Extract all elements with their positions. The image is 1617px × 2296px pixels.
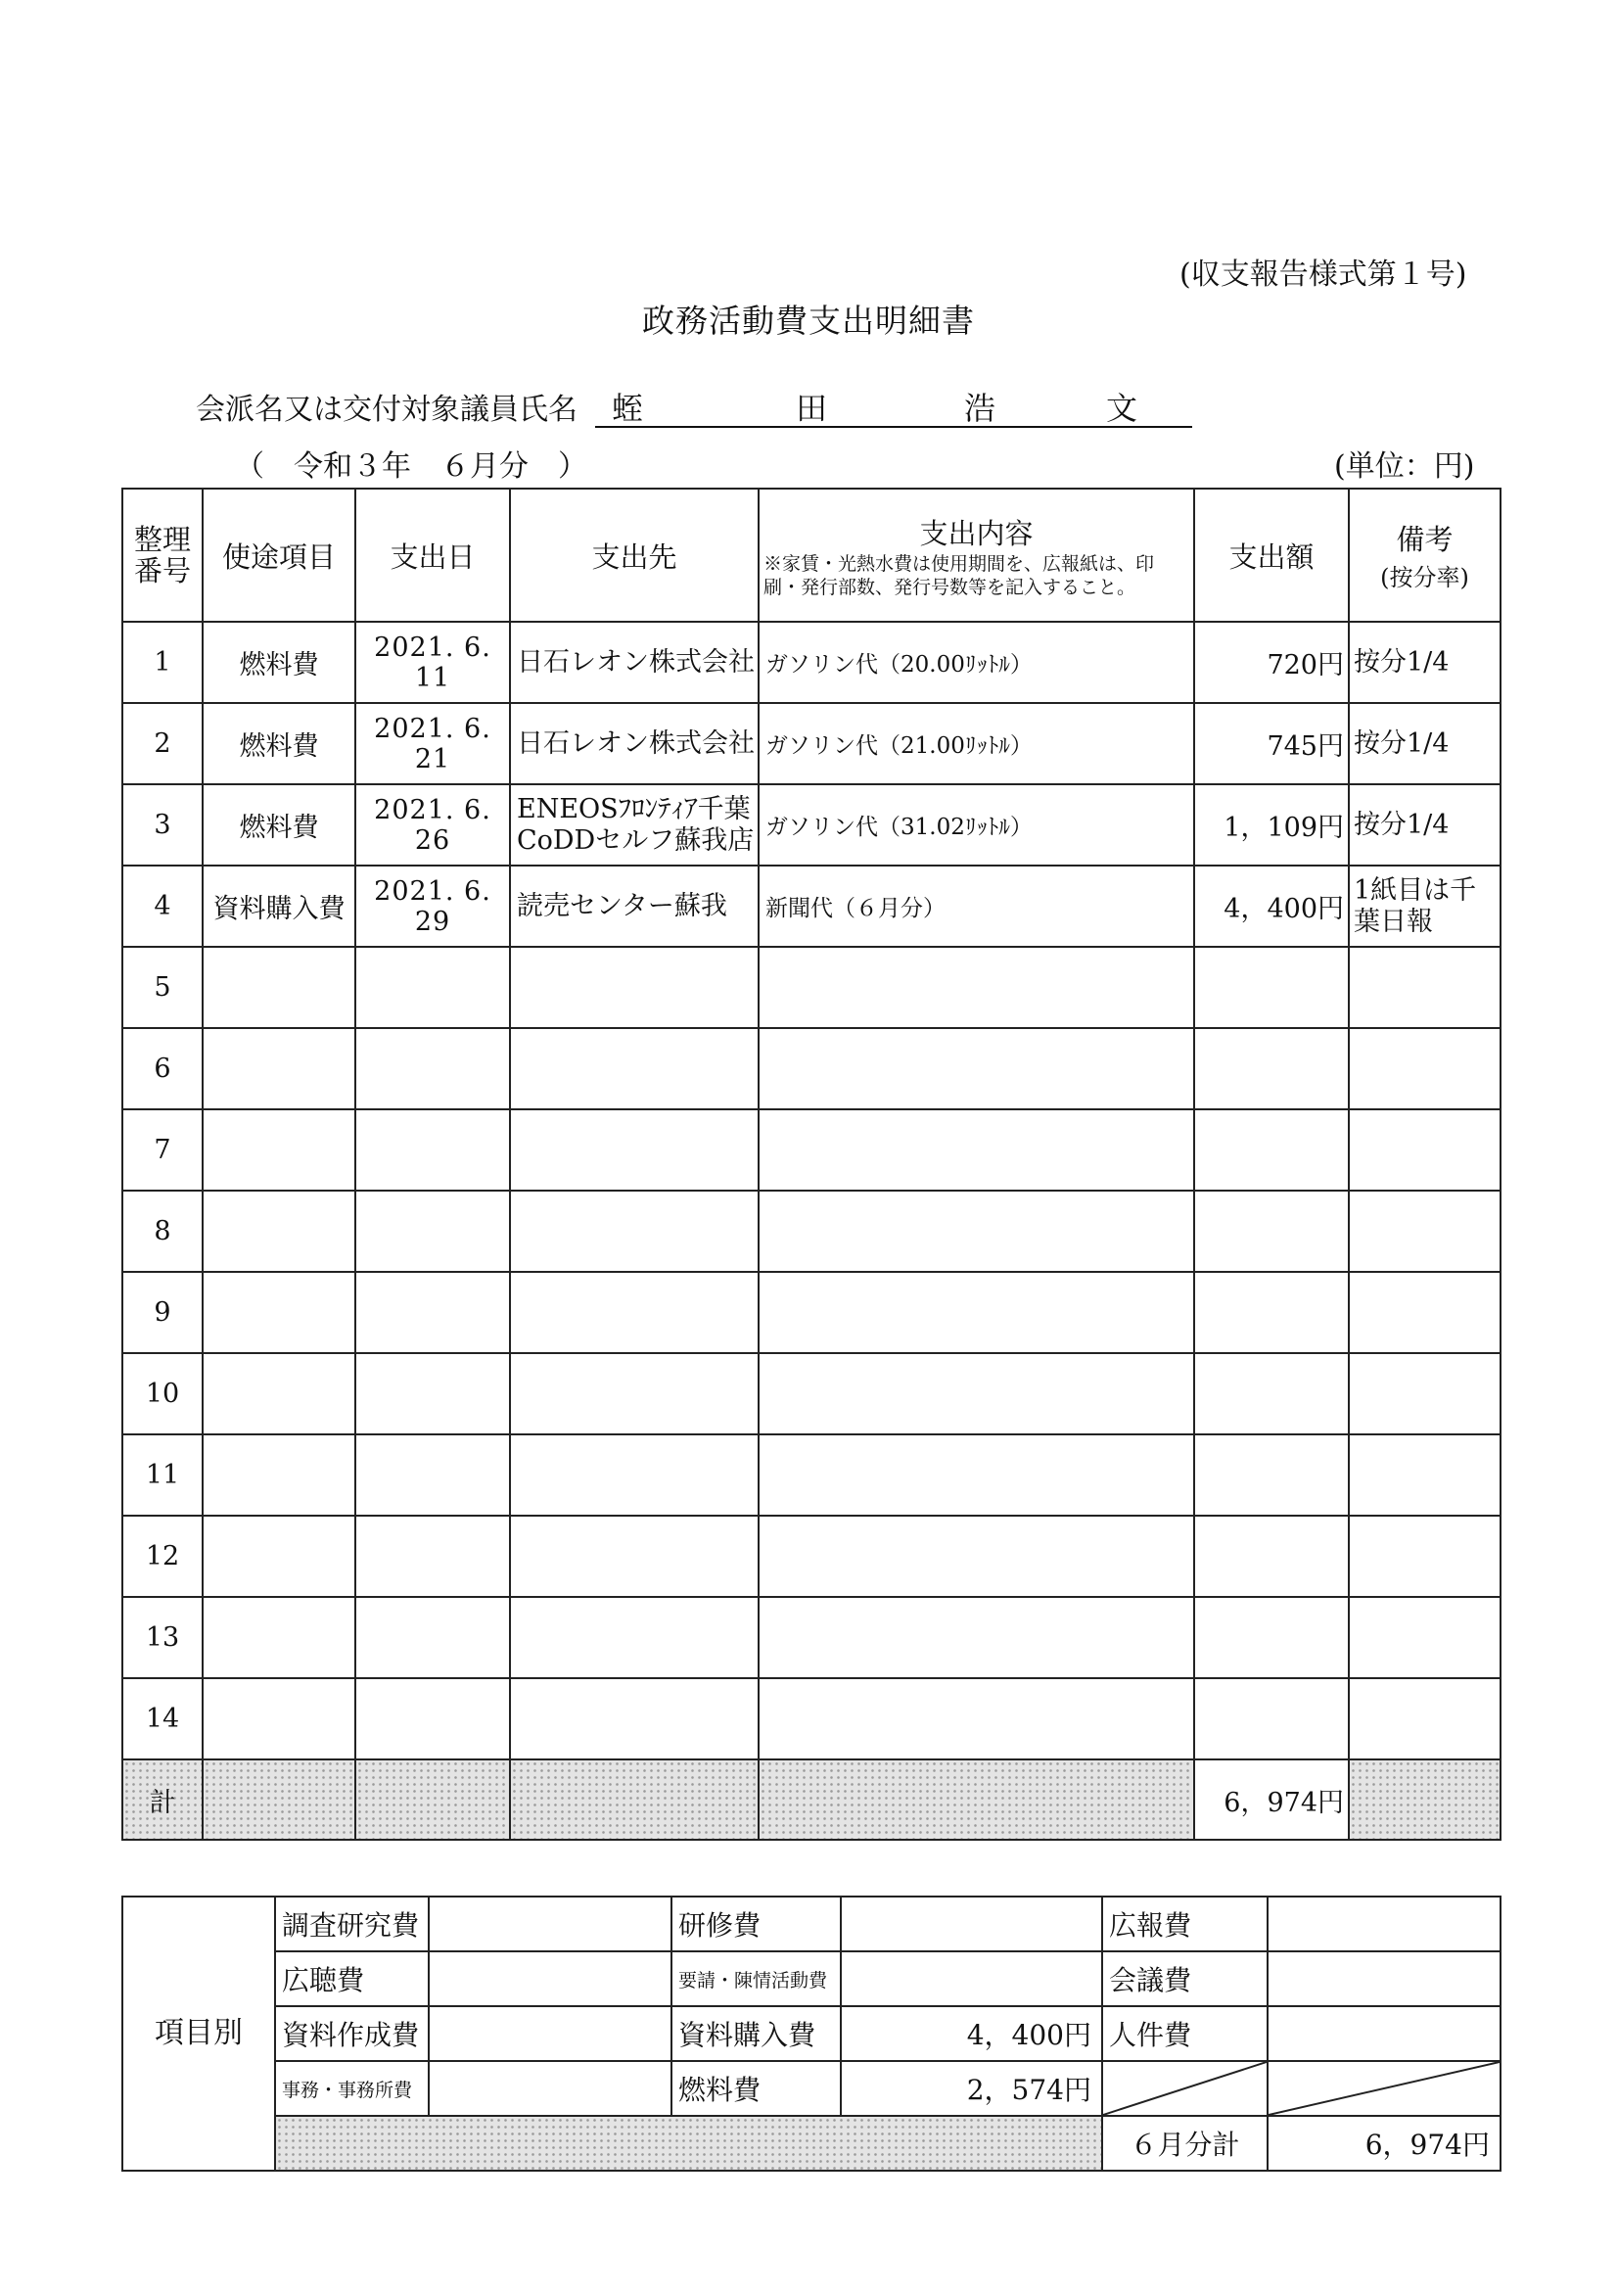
summary-item-label: 燃料費: [671, 2061, 841, 2116]
row-number: 12: [122, 1516, 203, 1597]
remark: 按分1/4: [1349, 784, 1501, 866]
header-content: [759, 489, 1194, 622]
summary-item-value: [841, 1897, 1102, 1951]
summary-item-value: [1268, 1897, 1501, 1951]
summary-item-label: 要請・陳情活動費: [671, 1951, 841, 2006]
summary-item-value: [429, 2061, 671, 2116]
table-row: [122, 622, 1501, 703]
expense-amount: [1194, 1191, 1349, 1272]
row-number: 4: [122, 866, 203, 947]
month-total-value: 6，974円: [1268, 2116, 1501, 2171]
summary-item-label: 広報費: [1102, 1897, 1268, 1951]
payee: 読売センター蘇我: [510, 866, 759, 947]
expense-content: [759, 1353, 1194, 1434]
summary-item-value: [429, 1897, 671, 1951]
summary-item-label: 研修費: [671, 1897, 841, 1951]
header-payee: 支出先: [510, 489, 759, 622]
table-row: [122, 1353, 1501, 1434]
period: （ 令和３年 ６月分 ）: [235, 449, 587, 484]
row-number: 9: [122, 1272, 203, 1353]
header-content-title: 支出内容: [919, 516, 1034, 550]
table-row: [122, 703, 1501, 784]
header-use: 使途項目: [203, 489, 355, 622]
expense-content: [759, 1272, 1194, 1353]
use-item: [203, 1109, 355, 1191]
summary-row: [122, 1897, 1501, 1951]
expense-content: ガソリン代（31.02ﾘｯﾄﾙ）: [759, 784, 1194, 866]
row-number: 6: [122, 1028, 203, 1109]
header-remark-title: 備考: [1396, 523, 1454, 556]
expense-content: [759, 1597, 1194, 1678]
expense-amount: [1194, 1272, 1349, 1353]
remark: [1349, 1516, 1501, 1597]
header-date: 支出日: [355, 489, 510, 622]
row-number: 14: [122, 1678, 203, 1759]
use-item: [203, 1434, 355, 1516]
summary-item-label: 事務・事務所費: [275, 2061, 429, 2116]
remark: [1349, 1353, 1501, 1434]
shaded-cell: [1349, 1759, 1501, 1840]
expense-amount: [1194, 1597, 1349, 1678]
summary-item-label: 資料作成費: [275, 2006, 429, 2061]
payee: [510, 1516, 759, 1597]
expense-amount: 745円: [1194, 703, 1349, 784]
expense-content: [759, 1516, 1194, 1597]
page-title: 政務活動費支出明細書: [642, 302, 975, 340]
member-name-underline: [595, 426, 1192, 428]
remark: 1紙目は千葉日報: [1349, 866, 1501, 947]
payee: [510, 1272, 759, 1353]
use-item: 燃料費: [203, 784, 355, 866]
row-number: 8: [122, 1191, 203, 1272]
row-number: 10: [122, 1353, 203, 1434]
summary-item-value: [429, 2006, 671, 2061]
form-number: (収支報告様式第１号): [1179, 258, 1467, 292]
member-name-char: 蛭: [612, 390, 644, 427]
payee: [510, 1678, 759, 1759]
header-amount: 支出額: [1194, 489, 1349, 622]
expense-date: 2021. 6. 21: [355, 703, 510, 784]
summary-row: [122, 2061, 1501, 2116]
row-number: 11: [122, 1434, 203, 1516]
row-number: 1: [122, 622, 203, 703]
payee: [510, 1353, 759, 1434]
crossed-cell: [1268, 2061, 1501, 2116]
table-row: [122, 947, 1501, 1028]
expense-content: [759, 1191, 1194, 1272]
use-item: [203, 1191, 355, 1272]
summary-item-value: [1268, 1951, 1501, 2006]
member-name-char: 田: [796, 390, 828, 427]
expense-date: 2021. 6. 11: [355, 622, 510, 703]
table-row: [122, 1109, 1501, 1191]
header-remark: [1349, 489, 1501, 622]
use-item: 燃料費: [203, 703, 355, 784]
month-total-label: ６月分計: [1102, 2116, 1268, 2171]
use-item: 資料購入費: [203, 866, 355, 947]
summary-item-value: 2，574円: [841, 2061, 1102, 2116]
expense-date: [355, 947, 510, 1028]
use-item: [203, 1516, 355, 1597]
remark: [1349, 1191, 1501, 1272]
row-number: 5: [122, 947, 203, 1028]
payee: 日石レオン株式会社: [510, 622, 759, 703]
payee: [510, 947, 759, 1028]
expense-amount: [1194, 1516, 1349, 1597]
expense-content: [759, 947, 1194, 1028]
expense-date: [355, 1191, 510, 1272]
expense-content: [759, 1028, 1194, 1109]
month-total-row: [122, 2116, 1501, 2171]
diagonal-line: [1103, 2062, 1267, 2115]
expense-content: ガソリン代（20.00ﾘｯﾄﾙ）: [759, 622, 1194, 703]
remark: [1349, 1028, 1501, 1109]
use-item: [203, 947, 355, 1028]
expense-amount: [1194, 947, 1349, 1028]
payee: ENEOSﾌﾛﾝﾃｨｱ千葉CoDDセルフ蘇我店: [510, 784, 759, 866]
header-remark-sub: (按分率): [1380, 564, 1469, 591]
expense-amount: [1194, 1028, 1349, 1109]
payee: [510, 1028, 759, 1109]
expense-date: [355, 1028, 510, 1109]
table-row: [122, 784, 1501, 866]
expense-date: [355, 1516, 510, 1597]
payee: [510, 1109, 759, 1191]
summary-item-value: [841, 1951, 1102, 2006]
unit-label: (単位：円): [1334, 449, 1475, 484]
header-number: 整理番号: [122, 489, 203, 622]
shaded-cell: [275, 2116, 1102, 2171]
payee: 日石レオン株式会社: [510, 703, 759, 784]
remark: [1349, 1109, 1501, 1191]
use-item: [203, 1353, 355, 1434]
use-item: [203, 1272, 355, 1353]
payee: [510, 1434, 759, 1516]
expense-amount: [1194, 1678, 1349, 1759]
payee: [510, 1597, 759, 1678]
shaded-cell: [759, 1759, 1194, 1840]
summary-item-label: 広聴費: [275, 1951, 429, 2006]
expense-amount: [1194, 1434, 1349, 1516]
expense-date: 2021. 6. 26: [355, 784, 510, 866]
remark: [1349, 1597, 1501, 1678]
table-row: [122, 1516, 1501, 1597]
remark: [1349, 1434, 1501, 1516]
expense-date: 2021. 6. 29: [355, 866, 510, 947]
expense-amount: [1194, 1353, 1349, 1434]
expense-date: [355, 1353, 510, 1434]
member-name-char: 浩: [964, 390, 996, 427]
header-row: [122, 489, 1501, 622]
shaded-cell: [203, 1759, 355, 1840]
summary-row: [122, 1951, 1501, 2006]
crossed-cell: [1102, 2061, 1268, 2116]
remark: [1349, 1678, 1501, 1759]
use-item: [203, 1028, 355, 1109]
header-content-note: ※家賃・光熱水費は使用期間を、広報紙は、印刷・発行部数、発行号数等を記入すること。: [763, 552, 1155, 598]
expense-content: [759, 1434, 1194, 1516]
row-number: 7: [122, 1109, 203, 1191]
expense-amount: 4，400円: [1194, 866, 1349, 947]
table-row: [122, 1028, 1501, 1109]
expense-date: [355, 1109, 510, 1191]
table-row: [122, 1272, 1501, 1353]
expense-date: [355, 1272, 510, 1353]
row-number: 3: [122, 784, 203, 866]
category-label: 項目別: [122, 1897, 275, 2171]
diagonal-line: [1269, 2062, 1500, 2115]
expense-amount: 1，109円: [1194, 784, 1349, 866]
shaded-cell: [355, 1759, 510, 1840]
expense-date: [355, 1597, 510, 1678]
member-name-char: 文: [1106, 390, 1138, 427]
expense-amount: [1194, 1109, 1349, 1191]
summary-row: [122, 2006, 1501, 2061]
summary-item-label: 調査研究費: [275, 1897, 429, 1951]
expense-date: [355, 1434, 510, 1516]
summary-item-label: 資料購入費: [671, 2006, 841, 2061]
summary-item-value: [429, 1951, 671, 2006]
use-item: [203, 1597, 355, 1678]
remark: [1349, 1272, 1501, 1353]
expense-date: [355, 1678, 510, 1759]
row-number: 2: [122, 703, 203, 784]
total-amount: 6，974円: [1194, 1759, 1349, 1840]
table-row: [122, 1191, 1501, 1272]
remark: 按分1/4: [1349, 703, 1501, 784]
summary-item-label: 会議費: [1102, 1951, 1268, 2006]
member-label: 会派名又は交付対象議員氏名: [196, 393, 578, 427]
expense-content: [759, 1109, 1194, 1191]
use-item: 燃料費: [203, 622, 355, 703]
summary-item-value: [1268, 2006, 1501, 2061]
table-row: [122, 1434, 1501, 1516]
table-row: [122, 1678, 1501, 1759]
expense-content: [759, 1678, 1194, 1759]
summary-table: [121, 1896, 1502, 2172]
total-row: [122, 1759, 1501, 1840]
expense-amount: 720円: [1194, 622, 1349, 703]
summary-item-value: 4，400円: [841, 2006, 1102, 2061]
row-number: 13: [122, 1597, 203, 1678]
expense-table: [121, 488, 1502, 1841]
table-row: [122, 866, 1501, 947]
payee: [510, 1191, 759, 1272]
use-item: [203, 1678, 355, 1759]
shaded-cell: [510, 1759, 759, 1840]
summary-item-label: 人件費: [1102, 2006, 1268, 2061]
table-row: [122, 1597, 1501, 1678]
expense-content: 新聞代（６月分）: [759, 866, 1194, 947]
remark: 按分1/4: [1349, 622, 1501, 703]
expense-content: ガソリン代（21.00ﾘｯﾄﾙ）: [759, 703, 1194, 784]
total-label: 計: [122, 1759, 203, 1840]
remark: [1349, 947, 1501, 1028]
